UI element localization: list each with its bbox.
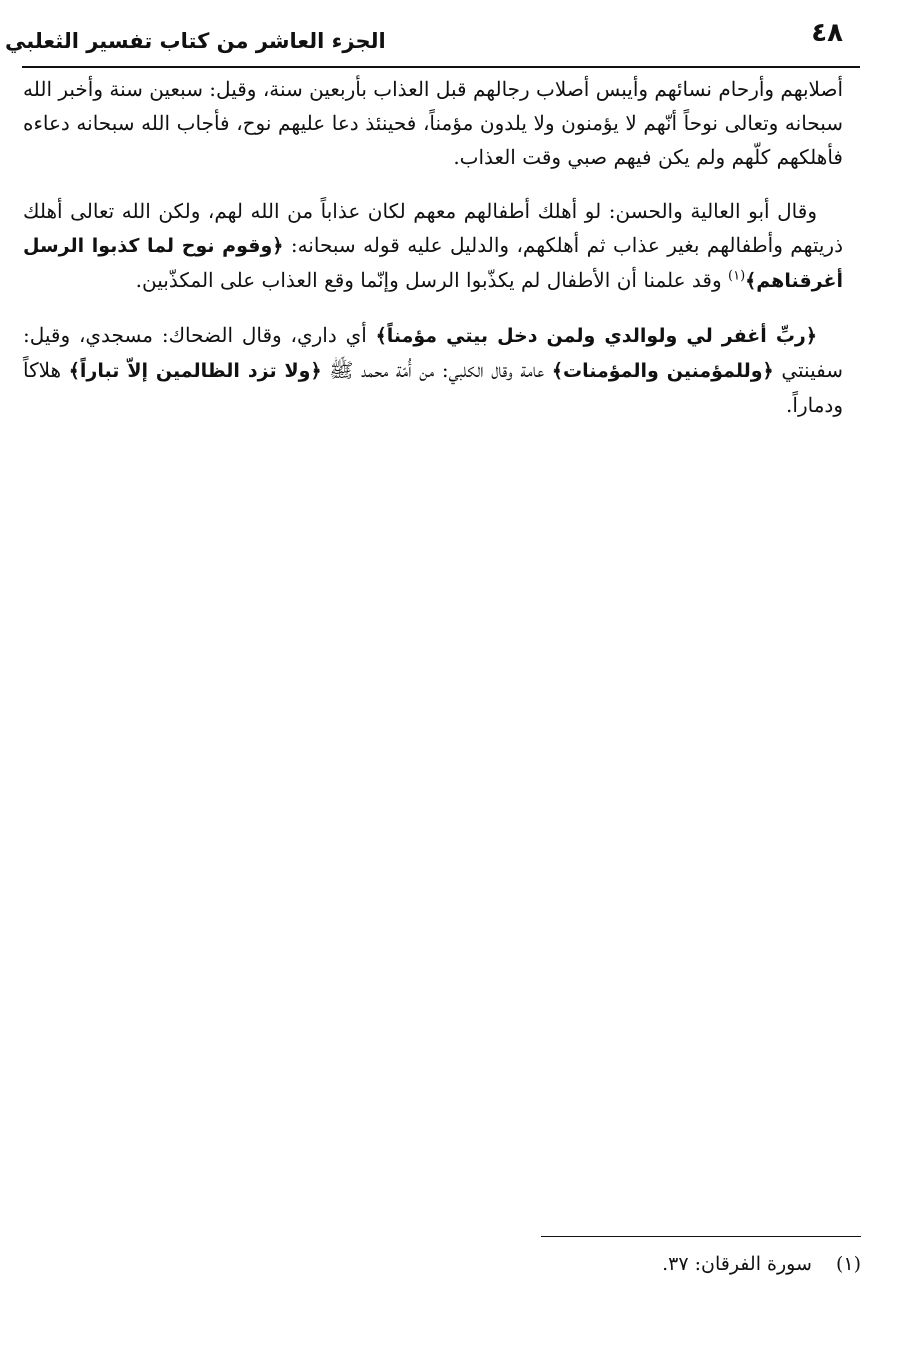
footnote-divider	[541, 1236, 861, 1237]
quran-quote: ﴿ولا تزد الظالمين إلاّ تباراً﴾	[68, 360, 322, 382]
footnote-reference: (١)	[728, 268, 746, 284]
page-number: ٤٨	[811, 18, 843, 48]
body-text-run: عامة وقال الكلبي: من أُمّة محمد ﷺ	[321, 358, 552, 382]
page-header	[5, 14, 843, 64]
running-title: الجزء العاشر من كتاب تفسير الثعلبي	[5, 29, 386, 53]
quran-quote: ﴿ربِّ أغفر لي ولوالدي ولمن دخل بيتي مؤمناً﴾	[375, 325, 817, 347]
body-text-run: وقد علمنا أن الأطفال لم يكذّبوا الرسل وإنّما وقع العذاب على المكذّبين.	[135, 268, 728, 292]
footnote-text: سورة الفرقان: ٣٧.	[662, 1253, 812, 1275]
paragraph-1	[23, 72, 843, 174]
body-text-run: أي داري، وقال الضحاك: مسجدي، وقيل: سفينتي	[23, 323, 844, 382]
footnote	[41, 1250, 861, 1278]
quran-quote: ﴿وقوم نوح لما كذبوا الرسل أغرقناهم﴾	[23, 235, 843, 292]
footnote-number: (١)	[835, 1253, 861, 1275]
body-text-run: أصلابهم وأرحام نسائهم وأيبس أصلاب رجالهم قبل العذاب بأربعين سنة، وقيل: سبعين سنة وأخبر الله سبحانه وتعالى نوحاً أنّهم لا يؤمنون ولا يلدون مؤمناً، فحينئذ دعا عليهم نوح، فأجاب الله سبحانه دعاءه فأهلكهم كلّهم ولم يكن فيهم صبي وقت العذاب.	[23, 77, 843, 169]
quran-quote: ﴿وللمؤمنين والمؤمنات﴾	[551, 360, 774, 382]
body-text-run: وقال أبو العالية والحسن: لو أهلك أطفالهم معهم لكان عذاباً من الله لهم، ولكن الله تعالى أهلك ذريتهم وأطفالهم بغير عذاب ثم أهلكهم، والدليل عليه قوله سبحانه:	[23, 199, 843, 257]
paragraph-3	[23, 318, 843, 422]
header-divider	[22, 66, 860, 68]
paragraph-2	[23, 194, 843, 298]
body-text	[23, 72, 843, 442]
body-text-run: هلاكاً ودماراً.	[23, 358, 843, 417]
